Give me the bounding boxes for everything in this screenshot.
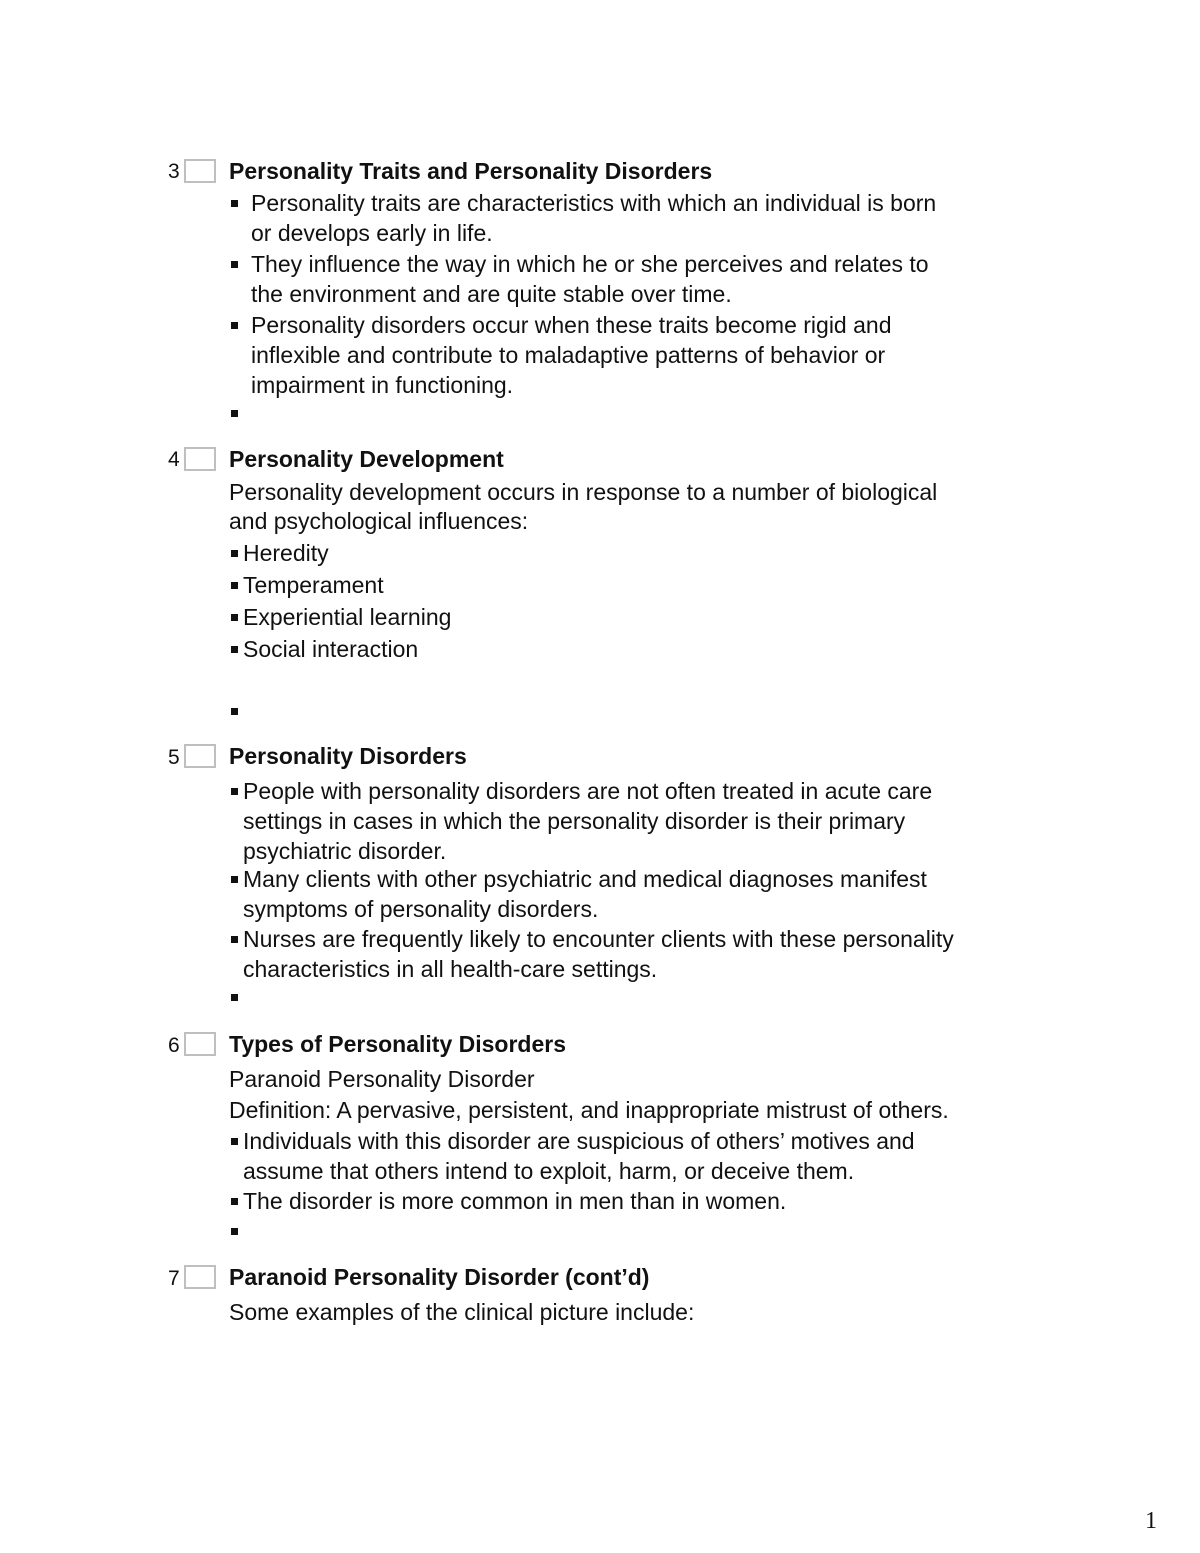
bullet-marker: [231, 550, 238, 557]
slide-thumbnail-box: [184, 744, 216, 768]
bullet-marker: [231, 876, 238, 883]
list-item: Individuals with this disorder are suspicious of others’ motives and assume that others intend to exploit, harm, or deceive them.: [243, 1126, 915, 1186]
bullet-marker: [231, 1228, 238, 1235]
list-item: Nurses are frequently likely to encounter clients with these personality characteristics in all health-care settings.: [243, 924, 954, 984]
bullet-marker: [231, 708, 238, 715]
bullet-marker: [231, 1138, 238, 1145]
list-item: They influence the way in which he or she perceives and relates to the environment and are quite stable over time.: [251, 249, 929, 309]
list-item: Social interaction: [243, 634, 418, 664]
slide-thumbnail-box: [184, 1032, 216, 1056]
bullet-marker: [231, 582, 238, 589]
page-number: 1: [1145, 1508, 1157, 1534]
bullet-marker: [231, 410, 238, 417]
bullet-marker: [231, 936, 238, 943]
slide-number: 5: [168, 746, 180, 769]
slide-title: Paranoid Personality Disorder (cont’d): [229, 1264, 650, 1290]
slide-number: 3: [168, 160, 180, 183]
list-item: Heredity: [243, 538, 329, 568]
list-item: Personality traits are characteristics with which an individual is born or develops early in life.: [251, 188, 936, 248]
list-item: Experiential learning: [243, 602, 451, 632]
slide-title: Personality Development: [229, 446, 504, 472]
bullet-marker: [231, 261, 238, 268]
slide-thumbnail-box: [184, 1265, 216, 1289]
slide-thumbnail-box: [184, 447, 216, 471]
bullet-marker: [231, 994, 238, 1001]
slide-definition: Definition: A pervasive, persistent, and inappropriate mistrust of others.: [229, 1097, 949, 1123]
slide-subtitle: Paranoid Personality Disorder: [229, 1066, 535, 1092]
bullet-marker: [231, 646, 238, 653]
list-item: Temperament: [243, 570, 384, 600]
slide-title: Personality Traits and Personality Disorders: [229, 158, 713, 184]
slide-title: Personality Disorders: [229, 743, 467, 769]
slide-number: 6: [168, 1034, 180, 1057]
slide-number: 4: [168, 448, 180, 471]
list-item: Many clients with other psychiatric and medical diagnoses manifest symptoms of personality disorders.: [243, 864, 927, 924]
slide-number: 7: [168, 1267, 180, 1290]
list-item: Personality disorders occur when these traits become rigid and inflexible and contribute to maladaptive patterns of behavior or impairment in functioning.: [251, 310, 892, 400]
list-item: The disorder is more common in men than in women.: [243, 1186, 786, 1216]
slide-intro: Some examples of the clinical picture include:: [229, 1299, 695, 1325]
slide-title: Types of Personality Disorders: [229, 1031, 567, 1057]
bullet-marker: [231, 1198, 238, 1205]
list-item: People with personality disorders are not often treated in acute care settings in cases in which the personality disorder is their primary psychiatric disorder.: [243, 776, 932, 866]
bullet-marker: [231, 200, 238, 207]
bullet-marker: [231, 788, 238, 795]
slide-thumbnail-box: [184, 159, 216, 183]
slide-intro: Personality development occurs in response to a number of biological and psychological influences:: [229, 479, 938, 534]
bullet-marker: [231, 614, 238, 621]
bullet-marker: [231, 322, 238, 329]
